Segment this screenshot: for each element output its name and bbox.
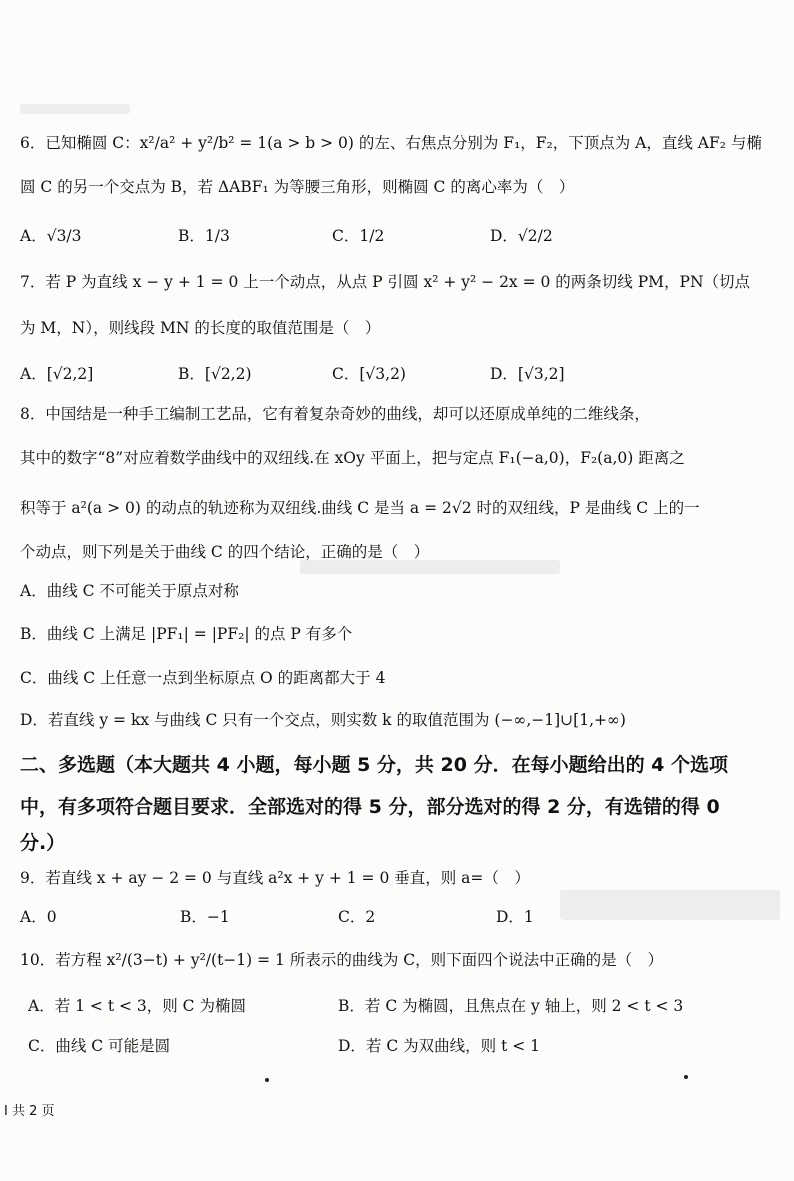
scan-smudge [300,560,560,574]
q8-option-b: B．曲线 C 上满足 |PF₁| = |PF₂| 的点 P 有多个 [20,625,353,643]
scan-dot [684,1075,688,1079]
q10-option-a: A．若 1 < t < 3，则 C 为椭圆 [28,997,246,1015]
q8-stem-line2: 其中的数字“8”对应着数学曲线中的双纽线.在 xOy 平面上，把与定点 F₁(−a,0)，F₂(a,0) 距离之 [20,449,685,467]
q6-option-d: D．√2/2 [490,227,553,245]
q7-option-a: A．[√2,2] [20,365,94,383]
scan-smudge [560,890,780,920]
q7-option-d: D．[√3,2] [490,365,565,383]
q8-stem-line4: 个动点，则下列是关于曲线 C 的四个结论，正确的是（ ） [20,543,430,561]
q7-option-b: B．[√2,2) [178,365,252,383]
q8-option-d: D．若直线 y = kx 与曲线 C 只有一个交点，则实数 k 的取值范围为 (−∞,−1]∪[1,+∞) [20,711,626,729]
q10-stem: 10．若方程 x²/(3−t) + y²/(t−1) = 1 所表示的曲线为 C，则下面四个说法中正确的是（ ） [20,951,664,969]
q9-option-d: D．1 [496,908,534,926]
q6-stem-line1: 6．已知椭圆 C：x²/a² + y²/b² = 1(a > b > 0) 的左、右焦点分别为 F₁，F₂，下顶点为 A，直线 AF₂ 与椭 [20,134,762,152]
q9-option-b: B．−1 [180,908,230,926]
q7-stem-line2: 为 M，N），则线段 MN 的长度的取值范围是（ ） [20,319,381,337]
section2-line2: 中，有多项符合题目要求．全部选对的得 5 分，部分选对的得 2 分，有选错的得 0 [20,796,720,818]
q9-stem: 9．若直线 x + ay − 2 = 0 与直线 a²x + y + 1 = 0 垂直，则 a=（ ） [20,869,530,887]
q6-option-c: C．1/2 [332,227,385,245]
q6-option-a: A．√3/3 [20,227,82,245]
q9-option-c: C．2 [338,908,376,926]
q8-stem-line1: 8．中国结是一种手工编制工艺品，它有着复杂奇妙的曲线，却可以还原成单纯的二维线条， [20,405,650,423]
section2-line1: 二、多选题（本大题共 4 小题，每小题 5 分，共 20 分．在每小题给出的 4 个选项 [20,754,729,776]
q8-option-c: C．曲线 C 上任意一点到坐标原点 O 的距离都大于 4 [20,669,386,687]
scan-smudge [20,104,130,114]
page-footer: Ⅰ 共 2 页 [4,1104,55,1119]
scan-dot [265,1078,269,1082]
q6-stem-line2: 圆 C 的另一个交点为 B，若 ΔABF₁ 为等腰三角形，则椭圆 C 的离心率为（ ） [20,178,575,196]
q10-option-d: D．若 C 为双曲线，则 t < 1 [338,1037,541,1055]
q9-option-a: A．0 [20,908,57,926]
section2-line3: 分.） [20,832,66,854]
q7-stem-line1: 7．若 P 为直线 x − y + 1 = 0 上一个动点，从点 P 引圆 x² + y² − 2x = 0 的两条切线 PM，PN（切点 [20,273,751,291]
q6-option-b: B．1/3 [178,227,230,245]
q10-option-b: B．若 C 为椭圆，且焦点在 y 轴上，则 2 < t < 3 [338,997,684,1015]
q8-option-a: A．曲线 C 不可能关于原点对称 [20,582,239,600]
q8-stem-line3: 积等于 a²(a > 0) 的动点的轨迹称为双纽线.曲线 C 是当 a = 2√2 时的双纽线，P 是曲线 C 上的一 [20,499,700,517]
q7-option-c: C．[√3,2) [332,365,406,383]
q10-option-c: C．曲线 C 可能是圆 [28,1037,171,1055]
